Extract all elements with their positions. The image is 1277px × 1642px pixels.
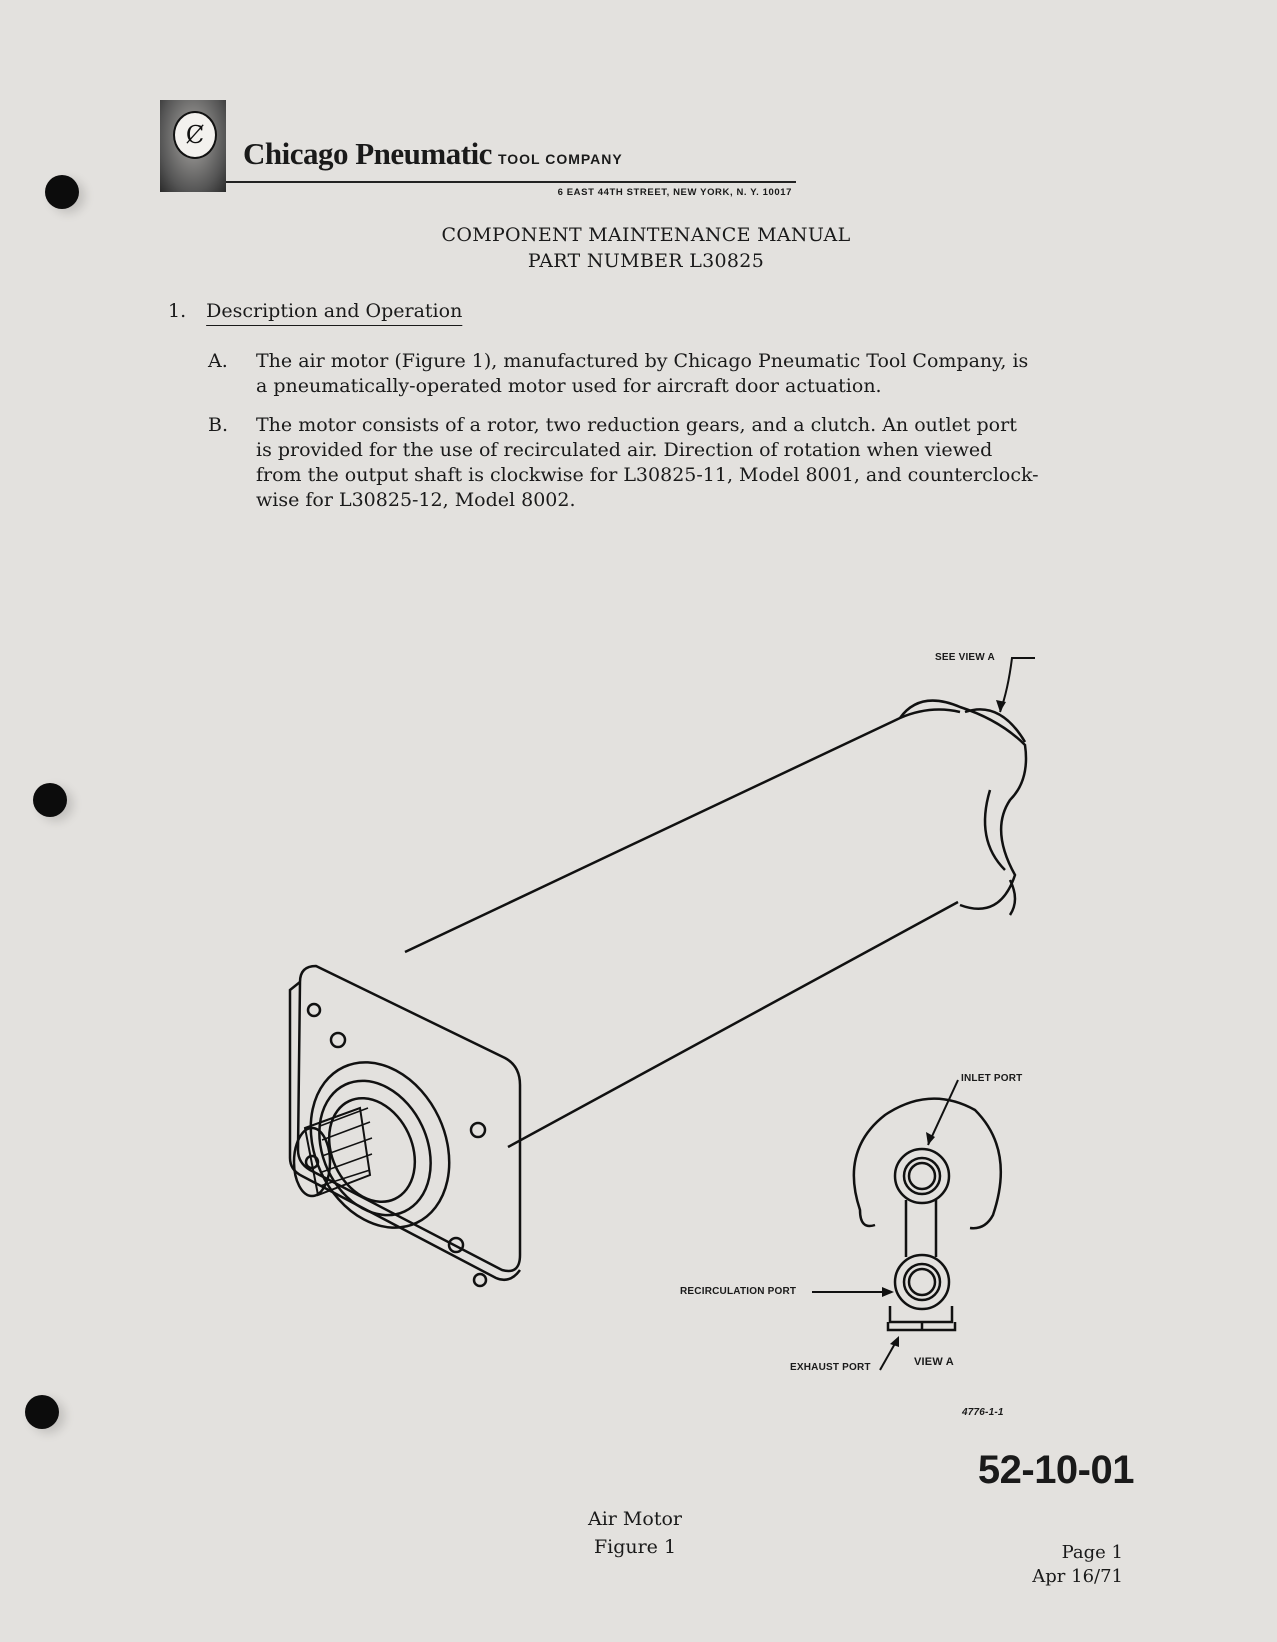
inlet-port-label: INLET PORT <box>961 1073 1023 1084</box>
flange-bolt-hole <box>471 1123 485 1137</box>
flange-bolt-hole <box>474 1274 486 1286</box>
paragraph-line: The air motor (Figure 1), manufactured by Chicago Pneumatic Tool Company, is <box>256 350 1029 372</box>
paragraph-line: wise for L30825-12, Model 8002. <box>256 489 576 511</box>
page-number: Page 1 <box>1061 1542 1123 1563</box>
part-number: PART NUMBER L30825 <box>527 250 765 272</box>
view-a-label: VIEW A <box>914 1356 954 1368</box>
exhaust-port-label: EXHAUST PORT <box>790 1362 871 1373</box>
flange-boss <box>285 1040 476 1251</box>
chapter-code: 52-10-01 <box>977 1448 1134 1492</box>
section-title: Description and Operation <box>206 300 463 322</box>
company-address: 6 EAST 44TH STREET, NEW YORK, N. Y. 10017 <box>557 187 792 198</box>
section-number: 1. <box>168 300 187 322</box>
paragraph-line: from the output shaft is clockwise for L30825-11, Model 8001, and counterclock- <box>256 464 1039 486</box>
recirculation-port-label: RECIRCULATION PORT <box>680 1286 797 1297</box>
flange-bolt-hole <box>331 1033 345 1047</box>
drawing-number: 4776-1-1 <box>962 1407 1004 1418</box>
revision-date: Apr 16/71 <box>1032 1566 1123 1587</box>
motor-end-cap <box>900 701 1026 909</box>
see-view-a-leader <box>1000 658 1035 712</box>
figure-caption-number: Figure 1 <box>593 1536 677 1558</box>
logo-monogram: Ȼ <box>173 111 217 159</box>
paragraph-label: A. <box>208 350 228 372</box>
manual-title: COMPONENT MAINTENANCE MANUAL <box>441 224 851 246</box>
flange-bolt-hole <box>308 1004 320 1016</box>
paragraph-label: B. <box>208 414 229 436</box>
figure-caption-title: Air Motor <box>588 1508 682 1530</box>
paragraph-line: The motor consists of a rotor, two reduction gears, and a clutch. An outlet port <box>256 414 1017 436</box>
motor-body-top <box>405 710 960 952</box>
paragraph-line: a pneumatically-operated motor used for aircraft door actuation. <box>256 375 882 397</box>
inlet-port-leader <box>928 1080 958 1145</box>
company-name-text: Chicago Pneumatic <box>243 136 492 171</box>
company-suffix: TOOL COMPANY <box>497 151 623 167</box>
paragraph-line: is provided for the use of recirculated air. Direction of rotation when viewed <box>256 439 993 461</box>
see-view-a-label: SEE VIEW A <box>935 652 995 663</box>
